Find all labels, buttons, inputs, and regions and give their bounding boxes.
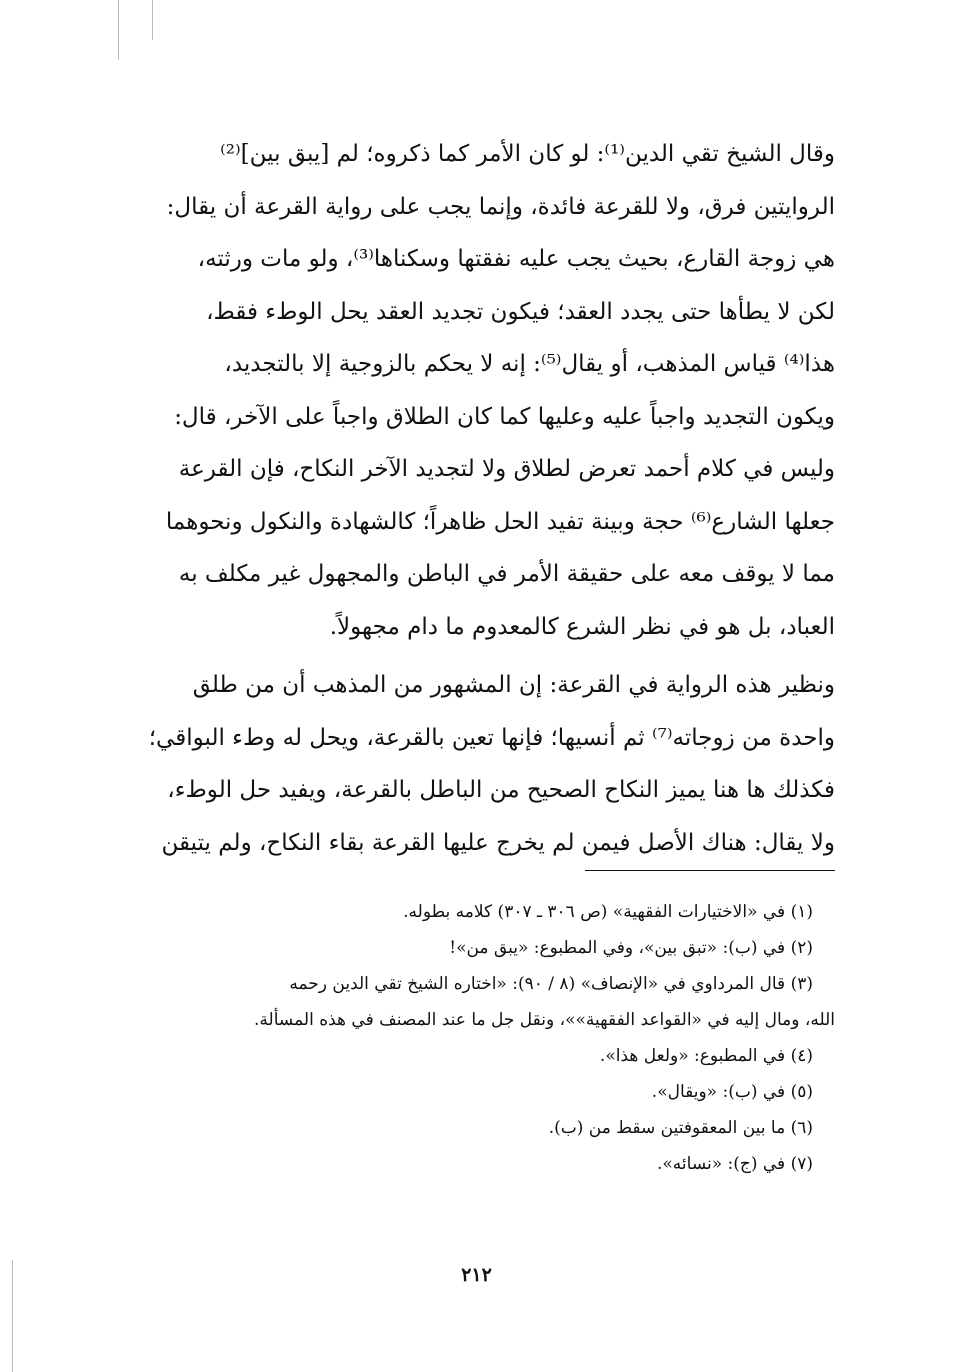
- text-line: ولا يقال: هناك الأصل فيمن لم يخرج عليها القرعة بقاء النكاح، ولم يتيقن: [161, 829, 835, 856]
- footnote: (٦) ما بين المعقوفتين سقط من (ب).: [548, 1118, 813, 1138]
- footnote: (٤) في المطبوع: «ولعل هذا».: [599, 1046, 813, 1066]
- text-line: واحدة من زوجاته⁽⁷⁾ ثم أنسيها؛ فإنها تعين بالقرعة، ويحل له وطء البواقي؛: [148, 724, 835, 751]
- text-line: هي زوجة القارع، بحيث يجب عليه نفقتها وسكناها⁽³⁾، ولو مات ورثته،: [197, 246, 835, 272]
- text-line: الروايتين فرق، ولا للقرعة فائدة، وإنما يجب على رواية القرعة أن يقال:: [166, 193, 835, 220]
- text-line: هذا⁽⁴⁾ قياس المذهب، أو يقال⁽⁵⁾: إنه لا يحكم بالزوجية إلا بالتجديد،: [224, 351, 835, 377]
- text-line: وقال الشيخ تقي الدين⁽¹⁾: لو كان الأمر كما ذكروه؛ لم [يبق بين]⁽²⁾: [220, 141, 835, 167]
- text-line: ونظير هذه الرواية في القرعة: إن المشهور من المذهب أن من طلق: [192, 672, 835, 698]
- text-line: ويكون التجديد واجباً عليه وعليها كما كان الطلاق واجباً على الآخر، قال:: [174, 403, 835, 430]
- page-number: ٢١٢: [461, 1264, 492, 1286]
- text-line: جعلها الشارع⁽⁶⁾ حجة وبينة تفيد الحل ظاهراً؛ كالشهادة والنكول ونحوهما: [165, 508, 835, 535]
- footnote: (٥) في (ب): «ويقال».: [651, 1082, 813, 1102]
- footnote: (١) في «الاختيارات الفقهية» (ص ٣٠٦ ـ ٣٠٧) كلامه بطوله.: [403, 902, 813, 922]
- text-line: فكذلك ها هنا يميز النكاح الصحيح من الباطل بالقرعة، ويفيد حل الوطء،: [167, 777, 835, 803]
- footnote: (٣) قال المرداوي في «الإنصاف» (٨ / ٩٠): «اختاره الشيخ تقي الدين رحمه: [289, 974, 813, 994]
- text-line: لكن لا يطأها حتى يجدد العقد؛ فيكون تجديد العقد يحل الوطء فقط،: [206, 298, 835, 325]
- footnote-separator: [585, 870, 835, 871]
- footnotes: [123, 894, 835, 1182]
- text-line: وليس في كلام أحمد تعرض لطلاق ولا لتجديد الآخر النكاح، فإن القرعة: [178, 456, 835, 482]
- footnote: (٢) في (ب): «تبق بين»، وفي المطبوع: «يبق من»!: [449, 938, 813, 958]
- text-line: مما لا يوقف معه على حقيقة الأمر في الباطن والمجهول غير مكلف به: [178, 561, 835, 587]
- footnote: (٧) في (ج): «نسائه».: [656, 1154, 813, 1174]
- scan-artifact-line: [152, 0, 153, 40]
- main-text: [123, 128, 835, 869]
- footnote-continuation: الله، ومال إليه في «القواعد الفقهية»»، ونقل جل ما عند المصنف في هذه المسألة.: [254, 1010, 835, 1030]
- text-line: العباد، بل هو في نظر الشرع كالمعدوم ما دام مجهولاً.: [329, 613, 835, 640]
- scan-artifact-line: [118, 0, 119, 60]
